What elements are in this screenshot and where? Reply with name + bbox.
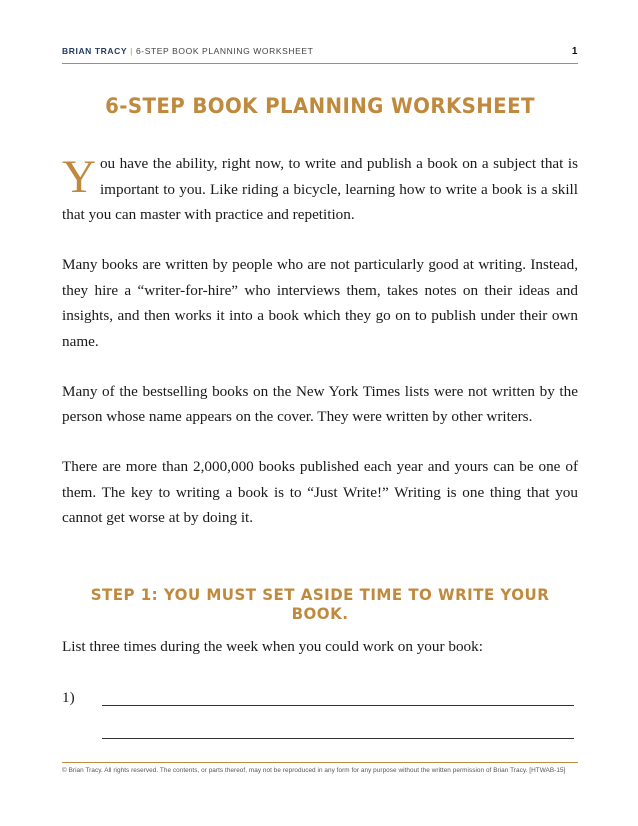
- footer-divider: [62, 762, 578, 763]
- page-title: 6-STEP BOOK PLANNING WORKSHEET: [105, 94, 535, 119]
- body-text: [62, 151, 578, 555]
- header-author: BRIAN TRACY: [62, 46, 128, 56]
- page-header: [62, 46, 578, 60]
- copyright-footer: © Brian Tracy. All rights reserved. The contents, or parts thereof, may not be reproduced in any form for any purpose without the written permission of Brian Tracy. [HTWAB-15]: [62, 767, 566, 774]
- header-divider: [62, 63, 578, 64]
- drop-cap: Y: [62, 151, 96, 203]
- paragraph: There are more than 2,000,000 books published each year and yours can be one of them. The key to writing a book is to “Just Write!” Writing is one thing that you cannot get worse at by doing it.: [62, 458, 578, 526]
- page-number: 1: [571, 46, 578, 57]
- paragraph: Many books are written by people who are not particularly good at writing. Instead, they hire a “writer-for-hire” who interviews them, takes notes on their ideas and insights, and then works it into a book which they go on to publish under their own name.: [62, 256, 578, 350]
- step-1-prompt: List three times during the week when you could work on your book:: [62, 638, 483, 655]
- header-subtitle: 6-STEP BOOK PLANNING WORKSHEET: [135, 46, 314, 56]
- intro-paragraph: [62, 151, 578, 228]
- header-separator: |: [130, 46, 133, 56]
- answer-line[interactable]: [102, 705, 574, 706]
- answer-item-number: 1): [62, 689, 75, 706]
- answer-line[interactable]: [102, 738, 574, 739]
- intro-text: ou have the ability, right now, to write and publish a book on a subject that is important to you. Like riding a bicycle, learning how to write a book is a skill that you can master with practice and repetition.: [62, 155, 578, 223]
- paragraph: Many of the bestselling books on the New York Times lists were not written by the person whose name appears on the cover. They were written by other writers.: [62, 382, 578, 425]
- step-1-heading: STEP 1: YOU MUST SET ASIDE TIME TO WRITE YOUR BOOK.: [90, 585, 550, 623]
